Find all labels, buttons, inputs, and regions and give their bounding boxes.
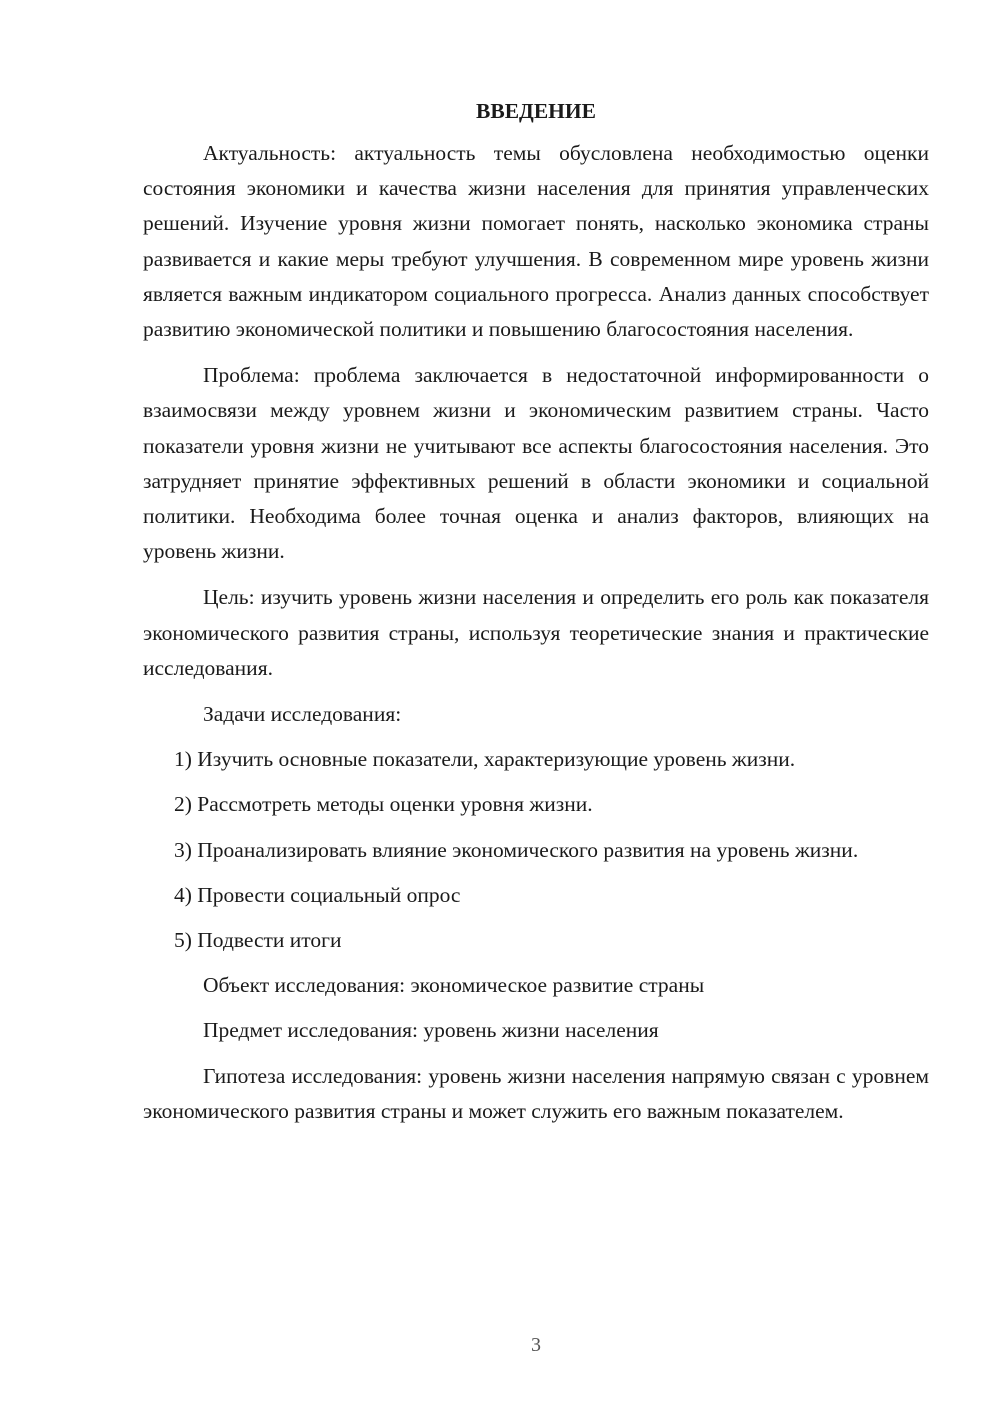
task-item-3: 3) Проанализировать влияние экономического развития на уровень жизни. [174,837,859,862]
section-heading: ВВЕДЕНИЕ [476,99,596,123]
research-object: Объект исследования: экономическое развитие страны [203,973,705,998]
tasks-title: Задачи исследования: [203,702,402,727]
relevance-paragraph: Актуальность: актуальность темы обусловлена необходимостью оценки состояния экономики и качества жизни населения для принятия управленческих решений. Изучение уровня жизни помогает понять, насколько экономика страны развивается и какие меры требуют улучшения. В современном мире уровень жизни является важным индикатором социального прогресса. Анализ данных способствует развитию экономической политики и повышению благосостояния населения. [143,141,929,342]
problem-paragraph: Проблема: проблема заключается в недостаточной информированности о взаимосвязи между уровнем жизни и экономическим развитием страны. Часто показатели уровня жизни не учитывают все аспекты благосостояния населения. Это затрудняет принятие эффективных решений в области экономики и социальной политики. Необходима более точная оценка и анализ факторов, влияющих на уровень жизни. [143,363,929,564]
page-number: 3 [531,1334,541,1356]
task-item-5: 5) Подвести итоги [174,928,342,953]
research-subject: Предмет исследования: уровень жизни населения [203,1018,659,1043]
page-content [143,96,929,1140]
task-item-4: 4) Провести социальный опрос [174,882,461,907]
research-hypothesis: Гипотеза исследования: уровень жизни населения напрямую связан с уровнем экономического развития страны и может служить его важным показателем. [143,1063,929,1123]
goal-paragraph: Цель: изучить уровень жизни населения и определить его роль как показателя экономического развития страны, используя теоретические знания и практические исследования. [143,585,929,680]
task-item-1: 1) Изучить основные показатели, характеризующие уровень жизни. [174,747,796,772]
task-item-2: 2) Рассмотреть методы оценки уровня жизни. [174,792,593,817]
